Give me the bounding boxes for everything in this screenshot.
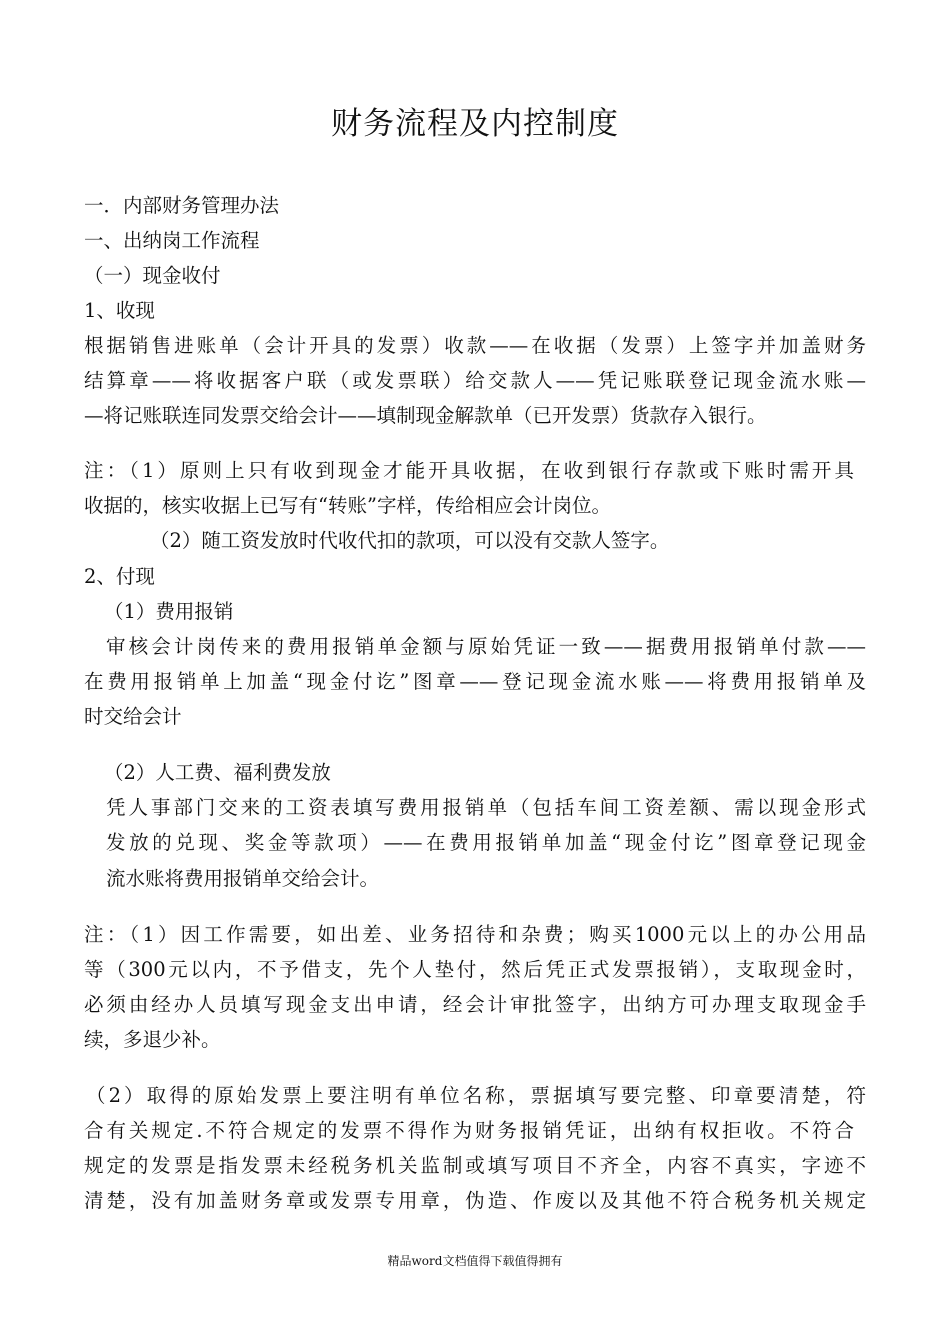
heading-expense-reimbursement: （1）费用报销 bbox=[104, 600, 234, 623]
note-line: 合有关规定.不符合规定的发票不得作为财务报销凭证，出纳有权拒收。不符合 bbox=[84, 1119, 854, 1142]
note-line: 必须由经办人员填写现金支出申请，经会计审批签字，出纳方可办理支取现金手 bbox=[84, 993, 866, 1016]
paragraph-line: 凭人事部门交来的工资表填写费用报销单（包括车间工资差额、需以现金形式 bbox=[106, 796, 866, 819]
heading-internal-finance-management: 一．内部财务管理办法 bbox=[84, 194, 280, 217]
note-line: 续，多退少补。 bbox=[84, 1028, 221, 1051]
heading-receiving-cash: 1、收现 bbox=[84, 299, 155, 322]
page-footer: 精品word文档值得下载值得拥有 bbox=[387, 1254, 563, 1268]
heading-labor-welfare-payment: （2）人工费、福利费发放 bbox=[104, 761, 331, 784]
paragraph-line: 根据销售进账单（会计开具的发票）收款——在收据（发票）上签字并加盖财务 bbox=[84, 334, 866, 357]
note-line: 等（300元以内，不予借支，先个人垫付，然后凭正式发票报销），支取现金时， bbox=[84, 958, 866, 981]
paragraph-line: 审核会计岗传来的费用报销单金额与原始凭证一致——据费用报销单付款—— bbox=[106, 635, 866, 658]
paragraph-line: 结算章——将收据客户联（或发票联）给交款人——凭记账联登记现金流水账— bbox=[84, 369, 866, 392]
note-line: 收据的，核实收据上已写有“转账”字样，传给相应会计岗位。 bbox=[84, 494, 611, 517]
note-line: 清楚，没有加盖财务章或发票专用章，伪造、作废以及其他不符合税务机关规定 bbox=[84, 1189, 866, 1212]
note-line: （2）随工资发放时代收代扣的款项，可以没有交款人签字。 bbox=[150, 529, 670, 552]
note-line: 规定的发票是指发票未经税务机关监制或填写项目不齐全，内容不真实，字迹不 bbox=[84, 1154, 866, 1177]
paragraph-line: 时交给会计 bbox=[84, 705, 182, 728]
paragraph-line: —将记账联连同发票交给会计——填制现金解款单（已开发票）货款存入银行。 bbox=[84, 404, 767, 427]
document-title: 财务流程及内控制度 bbox=[331, 106, 619, 142]
note-line: 注：（1）原则上只有收到现金才能开具收据，在收到银行存款或下账时需开具 bbox=[84, 459, 854, 482]
note-line: （2）取得的原始发票上要注明有单位名称，票据填写要完整、印章要清楚，符 bbox=[86, 1084, 866, 1107]
heading-cashier-workflow: 一、出纳岗工作流程 bbox=[84, 229, 260, 252]
heading-cash-receipts-payments: （一）现金收付 bbox=[84, 264, 221, 287]
heading-paying-cash: 2、付现 bbox=[84, 565, 155, 588]
paragraph-line: 在费用报销单上加盖“现金付讫”图章——登记现金流水账——将费用报销单及 bbox=[84, 670, 866, 693]
note-line: 注：（1）因工作需要，如出差、业务招待和杂费；购买1000元以上的办公用品 bbox=[84, 923, 866, 946]
paragraph-line: 流水账将费用报销单交给会计。 bbox=[106, 867, 380, 890]
paragraph-line: 发放的兑现、奖金等款项）——在费用报销单加盖“现金付讫”图章登记现金 bbox=[106, 831, 866, 854]
